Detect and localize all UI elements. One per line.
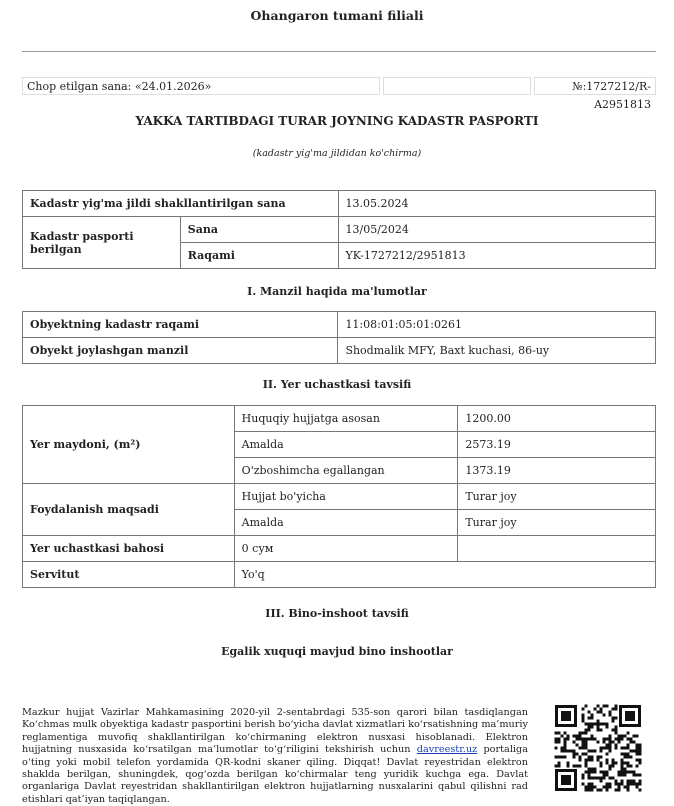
purpose-row-value: Turar joy: [458, 510, 656, 536]
table-row: [23, 406, 656, 432]
table-row: [23, 191, 656, 217]
table-row: [23, 312, 656, 338]
print-date: Chop etilgan sana: «24.01.2026»: [22, 77, 380, 95]
header-divider: [22, 51, 656, 52]
document-number: №:1727212/R-A2951813: [534, 77, 656, 95]
table-row: [23, 536, 656, 562]
table-row: [23, 562, 656, 588]
address-value: Shodmalik MFY, Baxt kuchasi, 86-uy: [338, 338, 656, 364]
meta-empty-box: [383, 77, 531, 95]
land-price-value: 0 сум: [234, 536, 458, 562]
formed-date-label: Kadastr yig'ma jildi shakllantirilgan sana: [23, 191, 339, 217]
cadastre-number-label: Obyektning kadastr raqami: [23, 312, 338, 338]
servitut-value: Yo'q: [234, 562, 655, 588]
purpose-row-label: Amalda: [234, 510, 458, 536]
branch-title: Ohangaron tumani filiali: [250, 8, 424, 23]
qr-code-icon[interactable]: [553, 703, 643, 793]
purpose-row-label: Hujjat bo'yicha: [234, 484, 458, 510]
davreestr-link[interactable]: davreestr.uz: [416, 744, 478, 756]
document-title: YAKKA TARTIBDAGI TURAR JOYNING KADASTR PASPORTI: [135, 114, 539, 128]
issue-date-label: Sana: [180, 217, 338, 243]
area-label: Yer maydoni, (m²): [23, 406, 235, 484]
issue-date-value: 13/05/2024: [338, 217, 656, 243]
cadastre-number-value: 11:08:01:05:01:0261: [338, 312, 656, 338]
issue-number-value: YK-1727212/2951813: [338, 243, 656, 269]
purpose-row-value: Turar joy: [458, 484, 656, 510]
area-row-value: 2573.19: [458, 432, 656, 458]
issued-label: Kadastr pasporti berilgan: [23, 217, 181, 269]
land-price-label: Yer uchastkasi bahosi: [23, 536, 235, 562]
table-row: [23, 484, 656, 510]
address-label: Obyekt joylashgan manzil: [23, 338, 338, 364]
area-row-label: Huquqiy hujjatga asosan: [234, 406, 458, 432]
area-row-value: 1200.00: [458, 406, 656, 432]
area-row-value: 1373.19: [458, 458, 656, 484]
land-table: [22, 405, 656, 588]
land-price-empty: [458, 536, 656, 562]
area-row-label: O'zboshimcha egallangan: [234, 458, 458, 484]
footer-text-start: Mazkur hujjat Vazirlar Mahkamasining 2020-yil 2-sentabrdagi 535-son qarori bilan tasdiqlangan Ko‘chmas mulk obyektiga kadastr pasportini berish bo‘yicha davlat xizmatlari ko‘rsatishning ma’muriy reglamentiga muvofiq shakllantirilgan ko‘chirmaning elektron nusxasi hisoblanadi. Elektron hujjatning nusxasida ko‘rsatilgan ma’lumotlar to‘g‘riligini tekshirish uchun: [22, 707, 528, 756]
issue-number-label: Raqami: [180, 243, 338, 269]
section-1-title: I. Manzil haqida ma'lumotlar: [247, 285, 427, 298]
address-table: [22, 311, 656, 364]
table-row: [23, 217, 656, 243]
footer-text-end: portaliga o‘ting yoki mobil telefon yordamida QR-kodni skaner qiling. Diqqat! Davlat reyestridan elektron shaklda berilgan, shuningdek, qog‘ozda berilgan ko‘chirmalar teng yuridik kuchga ega. Davlat organlariga Davlat reyestridan shakllantirilgan elektron hujjatlarning nusxalarini qabul qilishni rad etishlari qat’iyan taqiqlangan.: [22, 744, 528, 805]
table-row: [23, 338, 656, 364]
section-3-title: III. Bino-inshoot tavsifi: [265, 607, 409, 620]
area-row-label: Amalda: [234, 432, 458, 458]
section-2-title: II. Yer uchastkasi tavsifi: [262, 378, 412, 391]
footer-disclaimer: [22, 707, 528, 806]
general-info-table: [22, 190, 656, 269]
formed-date-value: 13.05.2024: [338, 191, 656, 217]
section-3-subtitle: Egalik xuquqi mavjud bino inshootlar: [221, 645, 453, 658]
document-subtitle: (kadastr yig'ma jildidan ko'chirma): [252, 148, 422, 159]
purpose-label: Foydalanish maqsadi: [23, 484, 235, 536]
servitut-label: Servitut: [23, 562, 235, 588]
